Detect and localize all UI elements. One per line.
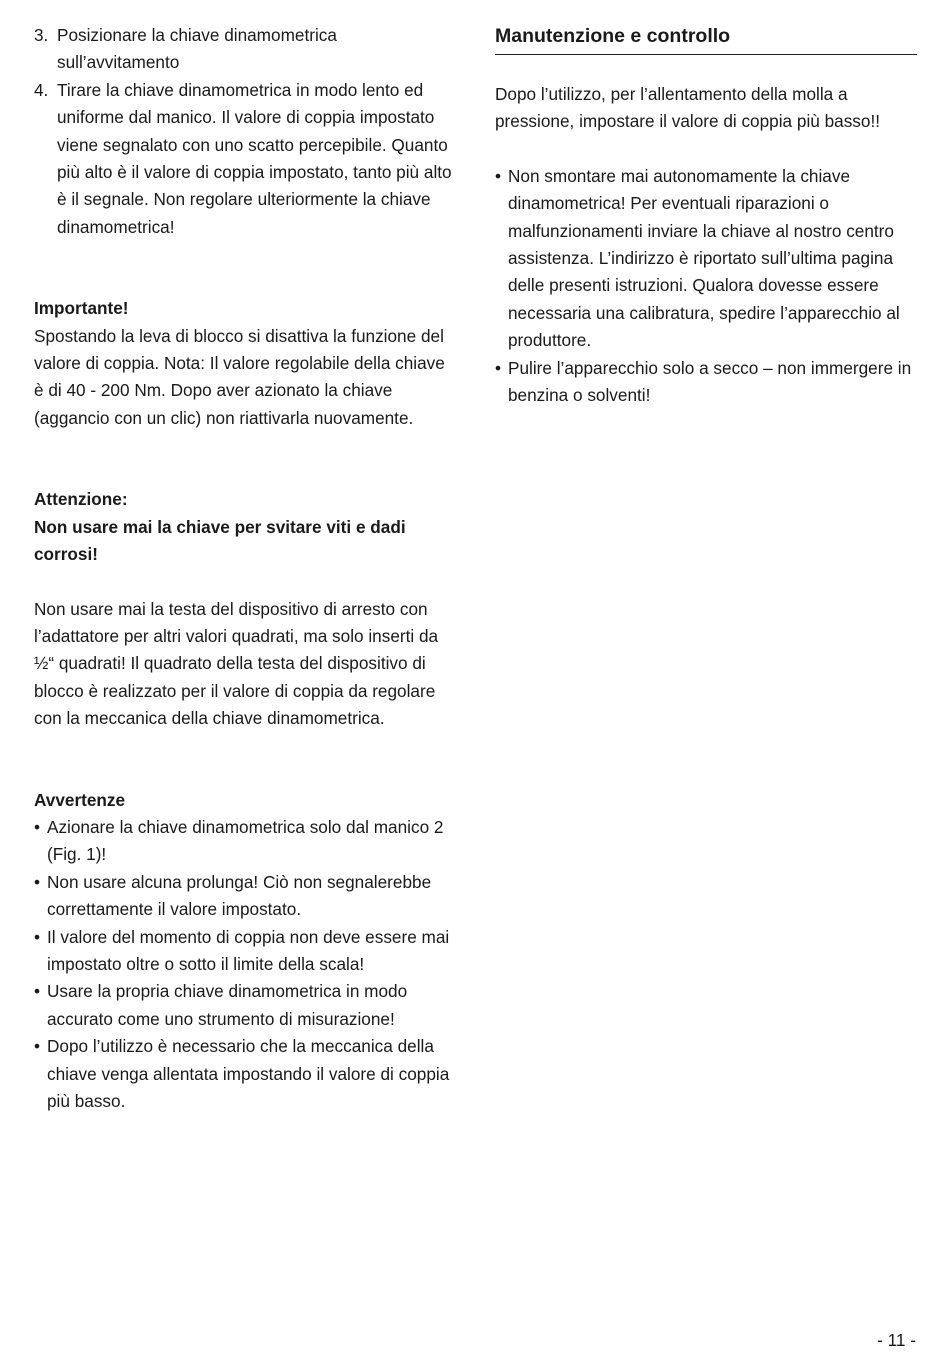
- important-title: Importante!: [34, 298, 129, 319]
- warnings-title: Avvertenze: [34, 789, 126, 810]
- warnings-list: [34, 814, 458, 1115]
- maintenance-intro: Dopo l’utilizzo, per l’allentamento della molla a pressione, impostare il valore di coppia più basso!!: [495, 84, 881, 132]
- steps-list: [34, 22, 458, 241]
- spacer: [34, 432, 458, 486]
- list-item: • Non smontare mai autonomamente la chiave dinamometrica! Per eventuali riparazioni o malfunzionamenti inviare la chiave al nostro centro assistenza. L’indirizzo è riportato sull’ultima pagina delle presenti istruzioni. Qualora dovesse essere necessaria una calibratura, spedire l’apparecchio al produttore.: [495, 163, 917, 355]
- step-number: 4.: [34, 79, 49, 100]
- right-column: [495, 22, 917, 409]
- attention-subtitle: Non usare mai la chiave per svitare viti e dadi corrosi!: [34, 516, 406, 565]
- list-item: • Pulire l’apparecchio solo a secco – non immergere in benzina o solventi!: [495, 355, 917, 410]
- left-column: [34, 22, 458, 1115]
- spacer: [34, 733, 458, 787]
- step-text: Posizionare la chiave dinamometrica sull’avvitamento: [57, 25, 337, 73]
- page-number: - 11 -: [877, 1330, 916, 1350]
- step-text: Tirare la chiave dinamometrica in modo lento ed uniforme dal manico. Il valore di coppia impostato viene segnalato con uno scatto percepibile. Quanto più alto è il valore di coppia impostato, tanto più alto è il segnale. Non regolare ulteriormente la chiave dinamometrica!: [57, 79, 452, 237]
- maintenance-list: [495, 163, 917, 410]
- spacer: [495, 136, 917, 163]
- section-heading: Manutenzione e controllo: [495, 22, 917, 55]
- list-item: • Azionare la chiave dinamometrica solo dal manico 2 (Fig. 1)!: [34, 814, 458, 869]
- step-number: 3.: [34, 25, 49, 45]
- attention-text: Non usare mai la testa del dispositivo di arresto con l’adattatore per altri valori quadrati, ma solo inserti da ½“ quadrati! Il quadrato della testa del dispositivo di blocco è realizzato per il valore di coppia da regolare con la meccanica della chiave dinamometrica.: [34, 598, 439, 729]
- important-text: Spostando la leva di blocco si disattiva la funzione del valore di coppia. Nota: Il valore regolabile della chiave è di 40 - 200 Nm. Dopo aver azionato la chiave (aggancio con un clic) non riattivarla nuovamente.: [34, 325, 445, 428]
- list-item: • Dopo l’utilizzo è necessario che la meccanica della chiave venga allentata impostando il valore di coppia più basso.: [34, 1033, 458, 1115]
- list-item: • Non usare alcuna prolunga! Ciò non segnalerebbe correttamente il valore impostato.: [34, 869, 458, 924]
- spacer: [34, 569, 458, 596]
- list-item: [34, 77, 458, 241]
- list-item: [34, 22, 458, 77]
- spacer: [34, 241, 458, 295]
- attention-title: Attenzione:: [34, 489, 128, 510]
- list-item: • Il valore del momento di coppia non deve essere mai impostato oltre o sotto il limite della scala!: [34, 924, 458, 979]
- list-item: • Usare la propria chiave dinamometrica in modo accurato come uno strumento di misurazione!: [34, 978, 458, 1033]
